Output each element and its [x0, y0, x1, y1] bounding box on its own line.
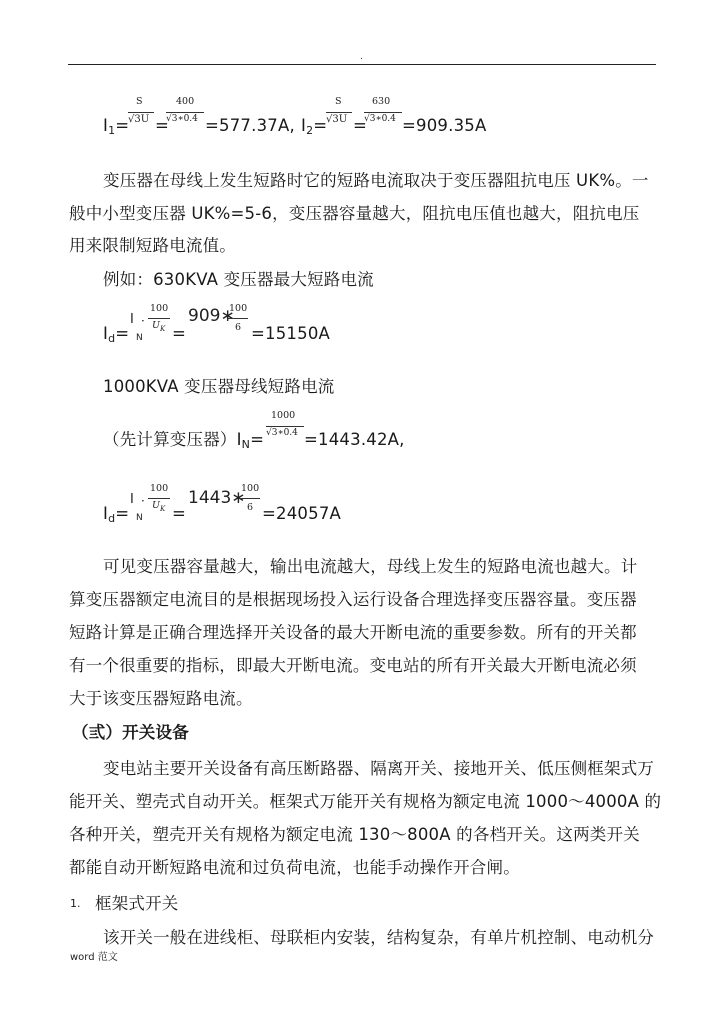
eq3-prefix: （先计算变压器）$I_N=$: [103, 430, 265, 451]
para3-line-1: 变电站主要开关设备有高压断路器、隔离开关、接地开关、低压侧框架式万: [103, 759, 655, 778]
eq3-den: √3∗0.4: [266, 428, 298, 438]
eq2-n-sub: N: [136, 333, 143, 343]
frac2-den-sqrt3u: √3U: [326, 114, 348, 125]
eq2-num-100: 100: [150, 303, 169, 314]
eq4-six: 6: [247, 502, 254, 513]
eq4-1443: 1443∗: [188, 488, 246, 508]
eq2-six: 6: [235, 322, 242, 333]
frac1-num-s: S: [136, 96, 143, 107]
frac1-bar-a: [128, 112, 154, 113]
eq1-value-2: =909.35A: [402, 116, 487, 135]
frac2-num-630: 630: [372, 96, 391, 107]
id-label: $I_d=$: [103, 324, 130, 345]
eq2-dot: ·: [141, 314, 145, 328]
eq4-bar-b: [240, 498, 260, 499]
eq4-dot: ·: [141, 494, 145, 508]
i1-label: $I_1=$: [103, 116, 130, 137]
para2-line-2: 算变压器额定电流目的是根据现场投入运行设备合理选择变压器容量。变压器: [69, 590, 637, 609]
para1-line-1: 变压器在母线上发生短路时它的短路电流取决于变压器阻抗电压 UK%。一: [103, 171, 649, 190]
frac1-num-400: 400: [176, 96, 195, 107]
para2-line-1: 可见变压器容量越大，输出电流越大，母线上发生的短路电流也越大。计: [103, 557, 638, 576]
frac2-bar-a: [326, 112, 352, 113]
eq2-bar-b: [228, 318, 248, 319]
eq2-i-top: I: [130, 312, 134, 327]
para2-line-4: 有一个很重要的指标，即最大开断电流。变电站的所有开关最大开断电流必须: [69, 656, 637, 675]
frac1-den: √3∗0.4: [166, 114, 198, 124]
eq4-equals: =: [172, 504, 187, 523]
eq1-equals-b: =: [353, 116, 368, 135]
frac2-den: √3∗0.4: [364, 114, 396, 124]
para2-line-3: 短路计算是正确合理选择开关设备的最大开断电流的重要参数。所有的开关都: [69, 623, 637, 642]
eq3-result: =1443.42A,: [304, 430, 405, 449]
eq2-bar: [148, 318, 170, 319]
frac2-num-s: S: [335, 96, 342, 107]
footer-label: word 范文: [70, 952, 118, 963]
para3-line-3: 各种开关，塑壳开关有规格为额定电流 130～800A 的各档开关。这两类开关: [69, 825, 640, 844]
para3-line-2: 能开关、塑壳式自动开关。框架式万能开关有规格为额定电流 1000～4000A 的: [69, 792, 662, 811]
para2-line-5: 大于该变压器短路电流。: [69, 689, 253, 708]
eq2-uk: $U_K$: [152, 320, 166, 333]
eq2-equals: =: [172, 324, 187, 343]
frac1-bar-b: [166, 112, 204, 113]
section-heading: （弎）开关设备: [72, 723, 189, 742]
eq2-909: 909∗: [188, 306, 235, 326]
para1-line-3: 用来限制短路电流值。: [69, 236, 236, 255]
eq2-num-100b: 100: [229, 303, 248, 314]
frac1-den-sqrt3u: √3U: [128, 114, 150, 125]
para3-line-4: 都能自动开断短路电流和过负荷电流，也能手动操作开合闸。: [69, 858, 520, 877]
eq4-bar: [148, 498, 170, 499]
list-item-text: 框架式开关: [95, 894, 179, 913]
eq4-uk: $U_K$: [152, 500, 166, 513]
eq4-result: =24057A: [262, 504, 342, 523]
para1-line-2: 般中小型变压器 UK%=5-6，变压器容量越大，阻抗电压值也越大，阻抗电压: [69, 204, 640, 223]
eq2-result: =15150A: [251, 324, 331, 343]
eq4-n-sub: N: [136, 513, 143, 523]
eq3-num-1000: 1000: [271, 410, 296, 421]
example-line: 例如：630KVA 变压器最大短路电流: [103, 270, 374, 289]
id-label-2: $I_d=$: [103, 504, 130, 525]
header-dot: .: [360, 52, 363, 62]
eq4-num-100: 100: [150, 483, 169, 494]
eq1-value-1: =577.37A,: [205, 116, 295, 135]
i2-label: $I_2=$: [301, 116, 328, 137]
eq1-equals-a: =: [155, 116, 170, 135]
header-rule: [68, 64, 656, 65]
list-item-number: 1.: [70, 897, 81, 910]
frac2-bar-b: [364, 112, 402, 113]
eq3-bar: [266, 426, 304, 427]
eq4-num-100b: 100: [241, 483, 260, 494]
eq4-i-top: I: [130, 492, 134, 507]
line-1000kva: 1000KVA 变压器母线短路电流: [103, 377, 335, 396]
para4-line-1: 该开关一般在进线柜、母联柜内安装，结构复杂，有单片机控制、电动机分: [103, 928, 655, 947]
